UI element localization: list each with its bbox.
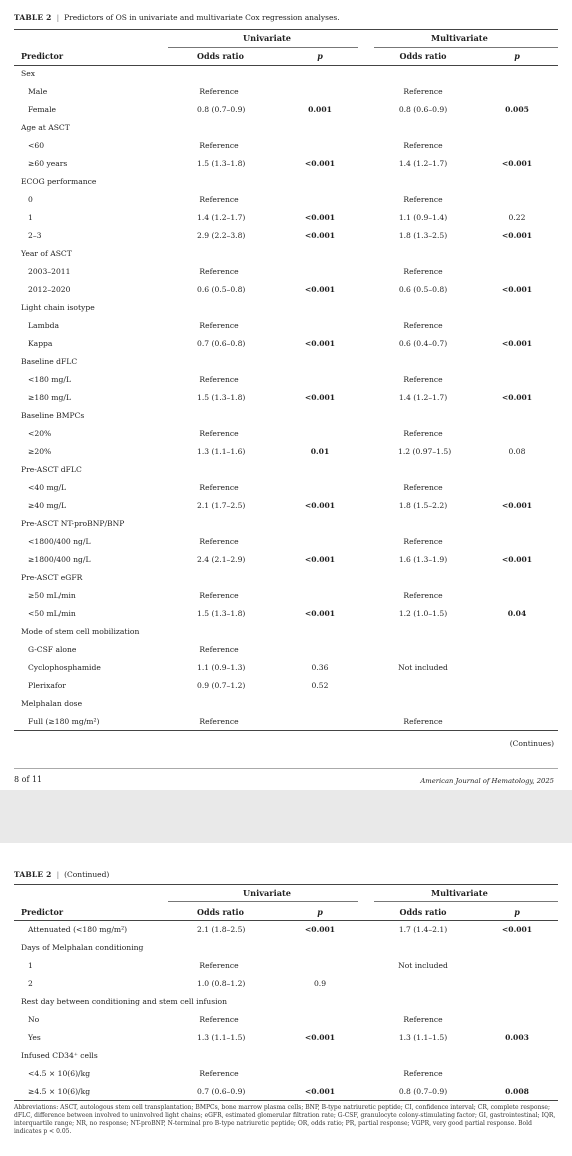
row-level-label: Cyclophosphamide [28,663,101,673]
multivariate-rule [374,47,558,48]
multivariate-odds-ratio: 1.8 (1.5–2.2) [398,501,448,511]
univariate-odds-ratio: Reference [199,1069,239,1079]
multivariate-odds-ratio: 1.6 (1.3–1.9) [398,555,448,565]
univariate-odds-ratio: Reference [199,591,239,601]
multivariate-odds-ratio: 1.4 (1.2–1.7) [398,393,448,403]
univariate-odds-ratio: Reference [199,645,239,655]
univariate-p-value: <0.001 [304,159,336,169]
multi-or-header: Odds ratio [399,51,447,61]
multivariate-p-value: <0.001 [501,925,533,935]
uni-or-header: Odds ratio [197,907,244,917]
row-category-label: Mode of stem cell mobilization [21,627,140,637]
multivariate-p-value: 0.22 [508,213,526,223]
univariate-odds-ratio: Reference [199,483,239,493]
univariate-odds-ratio: 2.1 (1.7–2.5) [197,501,246,511]
row-level-label: <180 mg/L [28,375,71,385]
multivariate-p-value: <0.001 [501,231,533,241]
multivariate-odds-ratio: Reference [403,717,443,727]
multivariate-odds-ratio: 0.8 (0.6–0.9) [398,105,448,115]
footer-rule [14,768,558,769]
univariate-odds-ratio: 1.3 (1.1–1.6) [197,447,246,457]
row-level-label: Full (≥180 mg/m²) [28,717,100,727]
multivariate-odds-ratio: Reference [403,1069,443,1079]
journal-name: American Journal of Hematology, 2025 [420,777,554,785]
row-level-label: 2–3 [28,231,42,241]
row-category-label: ECOG performance [21,177,97,187]
univariate-odds-ratio: Reference [199,141,239,151]
multivariate-odds-ratio: Reference [403,429,443,439]
multivariate-p-value: 0.005 [505,105,529,115]
bottom-rule [14,1100,558,1101]
multivariate-odds-ratio: Not included [398,961,448,971]
univariate-odds-ratio: 1.3 (1.1–1.5) [197,1033,246,1043]
multivariate-rule [374,901,558,902]
multivariate-p-value: 0.003 [505,1033,529,1043]
univariate-rule [168,901,358,902]
univariate-odds-ratio: 2.1 (1.8–2.5) [197,925,246,935]
row-level-label: <20% [28,429,52,439]
multivariate-p-value: <0.001 [501,285,533,295]
row-category-label: Sex [21,69,35,79]
univariate-odds-ratio: 0.9 (0.7–1.2) [197,681,246,691]
univariate-odds-ratio: Reference [199,195,239,205]
univariate-odds-ratio: 1.5 (1.3–1.8) [197,609,246,619]
univariate-odds-ratio: Reference [199,429,239,439]
multivariate-header: Multivariate [431,888,488,898]
multivariate-odds-ratio: 1.1 (0.9–1.4) [398,213,448,223]
univariate-p-value: 0.01 [310,447,330,457]
univariate-odds-ratio: 1.5 (1.3–1.8) [197,393,246,403]
univariate-odds-ratio: 2.4 (2.1–2.9) [197,555,246,565]
univariate-header: Univariate [243,888,291,898]
row-category-label: Pre-ASCT eGFR [21,573,83,583]
univariate-odds-ratio: Reference [199,87,239,97]
row-level-label: ≥20% [28,447,52,457]
multivariate-odds-ratio: Reference [403,1015,443,1025]
row-level-label: ≥60 years [28,159,68,169]
univariate-odds-ratio: 1.4 (1.2–1.7) [197,213,246,223]
row-level-label: 1 [28,213,33,223]
univariate-p-value: <0.001 [304,393,336,403]
multivariate-p-value: <0.001 [501,393,533,403]
multivariate-odds-ratio: Reference [403,483,443,493]
predictor-header: Predictor [21,51,64,61]
univariate-odds-ratio: 2.9 (2.2–3.8) [197,231,246,241]
multivariate-p-value: <0.001 [501,159,533,169]
header-rule [14,920,558,921]
univariate-p-value: 0.9 [313,979,327,989]
row-level-label: Female [28,105,56,115]
page-gap [0,790,572,843]
multivariate-odds-ratio: Reference [403,591,443,601]
multi-p-header: p [514,51,520,61]
row-level-label: Kappa [28,339,53,349]
multivariate-odds-ratio: 1.8 (1.3–2.5) [398,231,448,241]
univariate-odds-ratio: 1.0 (0.8–1.2) [197,979,246,989]
row-level-label: 0 [28,195,33,205]
univariate-odds-ratio: Reference [199,537,239,547]
multivariate-p-value: <0.001 [501,339,533,349]
univariate-odds-ratio: 1.5 (1.3–1.8) [197,159,246,169]
row-category-label: Baseline BMPCs [21,411,85,421]
uni-p-header: p [317,51,323,61]
row-level-label: Yes [28,1033,41,1043]
abbreviations-note: Abbreviations: ASCT, autologous stem cell transplantation; BMPCs, bone marrow plasma cells; BNP, B-type natriuretic peptide; CI, confidence interval; CR, complete response; dFLC, difference between involved to uninvolved light chains; eGFR, estimated glomerular filtration rate; G-CSF, granulocyte colony-stimulating factor; GI, gastrointestinal; IQR, interquartile range; NR, no response; NT-proBNP, N-terminal pro B-type natriuretic peptide; OR, odds ratio; PR, partial response; VGPR, very good partial response. Bold indicates p < 0.05. [14,1104,556,1135]
table-title: (Continued) [64,870,110,879]
bottom-rule [14,730,558,731]
multivariate-odds-ratio: Reference [403,321,443,331]
univariate-p-value: <0.001 [304,1033,336,1043]
row-level-label: Male [28,87,48,97]
table-title: Predictors of OS in univariate and multivariate Cox regression analyses. [64,13,340,22]
row-level-label: 2003–2011 [28,267,71,277]
row-level-label: Lambda [28,321,60,331]
univariate-p-value: <0.001 [304,1087,336,1097]
continues-note: (Continues) [509,739,554,748]
multivariate-odds-ratio: Reference [403,141,443,151]
row-level-label: Attenuated (<180 mg/m²) [28,925,128,935]
univariate-p-value: <0.001 [304,925,336,935]
multivariate-header: Multivariate [431,33,488,43]
row-category-label: Baseline dFLC [21,357,78,367]
univariate-p-value: <0.001 [304,501,336,511]
univariate-odds-ratio: 0.6 (0.5–0.8) [197,285,246,295]
univariate-odds-ratio: 0.7 (0.6–0.9) [197,1087,246,1097]
multivariate-odds-ratio: 0.8 (0.7–0.9) [398,1087,448,1097]
univariate-odds-ratio: Reference [199,267,239,277]
row-category-label: Pre-ASCT dFLC [21,465,82,475]
univariate-p-value: 0.52 [311,681,329,691]
page-number: 8 of 11 [14,775,43,784]
univariate-odds-ratio: 1.1 (0.9–1.3) [197,663,246,673]
multivariate-p-value: 0.008 [505,1087,529,1097]
multivariate-odds-ratio: 1.7 (1.4–2.1) [398,925,448,935]
multivariate-p-value: <0.001 [501,555,533,565]
multivariate-p-value: <0.001 [501,501,533,511]
multivariate-odds-ratio: Reference [403,537,443,547]
table-label: TABLE 2 [14,870,52,879]
univariate-p-value: <0.001 [304,285,336,295]
univariate-odds-ratio: 0.8 (0.7–0.9) [197,105,246,115]
univariate-header: Univariate [243,33,291,43]
univariate-p-value: <0.001 [304,339,336,349]
table-label: TABLE 2 [14,13,52,22]
row-level-label: 2 [28,979,33,989]
multivariate-odds-ratio: 0.6 (0.4–0.7) [398,339,448,349]
row-level-label: No [28,1015,40,1025]
row-category-label: Days of Melphalan conditioning [21,943,144,953]
univariate-p-value: <0.001 [304,231,336,241]
top-rule [14,884,558,885]
multivariate-p-value: 0.04 [507,609,527,619]
row-category-label: Rest day between conditioning and stem cell infusion [21,997,227,1007]
multivariate-odds-ratio: 1.3 (1.1–1.5) [398,1033,448,1043]
multi-or-header: Odds ratio [399,907,447,917]
row-level-label: Plerixafor [28,681,66,691]
univariate-odds-ratio: Reference [199,961,239,971]
univariate-rule [168,47,358,48]
row-level-label: 2012–2020 [28,285,71,295]
univariate-p-value: 0.001 [308,105,332,115]
row-level-label: <4.5 × 10(6)/kg [28,1069,91,1079]
univariate-odds-ratio: Reference [199,1015,239,1025]
row-category-label: Light chain isotype [21,303,95,313]
row-category-label: Age at ASCT [21,123,70,133]
multivariate-odds-ratio: 0.6 (0.5–0.8) [398,285,448,295]
multivariate-odds-ratio: Reference [403,195,443,205]
multivariate-odds-ratio: Reference [403,375,443,385]
row-level-label: ≥4.5 × 10(6)/kg [28,1087,91,1097]
row-level-label: <40 mg/L [28,483,67,493]
row-level-label: ≥180 mg/L [28,393,71,403]
table-caption: TABLE 2 | Predictors of OS in univariate and multivariate Cox regression analyses. [14,13,340,22]
row-level-label: G-CSF alone [28,645,77,655]
row-category-label: Infused CD34⁺ cells [21,1051,98,1061]
multivariate-odds-ratio: Not included [398,663,448,673]
multivariate-odds-ratio: 1.2 (1.0–1.5) [398,609,448,619]
univariate-p-value: <0.001 [304,609,336,619]
univariate-p-value: <0.001 [304,213,336,223]
row-level-label: ≥50 mL/min [28,591,76,601]
row-level-label: ≥40 mg/L [28,501,67,511]
row-level-label: <50 mL/min [28,609,76,619]
row-level-label: 1 [28,961,33,971]
univariate-odds-ratio: Reference [199,717,239,727]
uni-or-header: Odds ratio [197,51,244,61]
univariate-odds-ratio: Reference [199,375,239,385]
row-category-label: Pre-ASCT NT-proBNP/BNP [21,519,125,529]
univariate-odds-ratio: Reference [199,321,239,331]
multivariate-odds-ratio: Reference [403,87,443,97]
header-rule [14,65,558,66]
row-level-label: <60 [28,141,45,151]
row-category-label: Melphalan dose [21,699,83,709]
multivariate-p-value: 0.08 [508,447,526,457]
multivariate-odds-ratio: Reference [403,267,443,277]
univariate-odds-ratio: 0.7 (0.6–0.8) [197,339,246,349]
multi-p-header: p [514,907,520,917]
top-rule [14,29,558,30]
univariate-p-value: <0.001 [304,555,336,565]
multivariate-odds-ratio: 1.4 (1.2–1.7) [398,159,448,169]
univariate-p-value: 0.36 [311,663,329,673]
table-caption-continued: TABLE 2 | (Continued) [14,870,110,879]
predictor-header: Predictor [21,907,64,917]
multivariate-odds-ratio: 1.2 (0.97–1.5) [398,447,452,457]
uni-p-header: p [317,907,323,917]
row-category-label: Year of ASCT [21,249,72,259]
row-level-label: ≥1800/400 ng/L [28,555,91,565]
row-level-label: <1800/400 ng/L [28,537,91,547]
